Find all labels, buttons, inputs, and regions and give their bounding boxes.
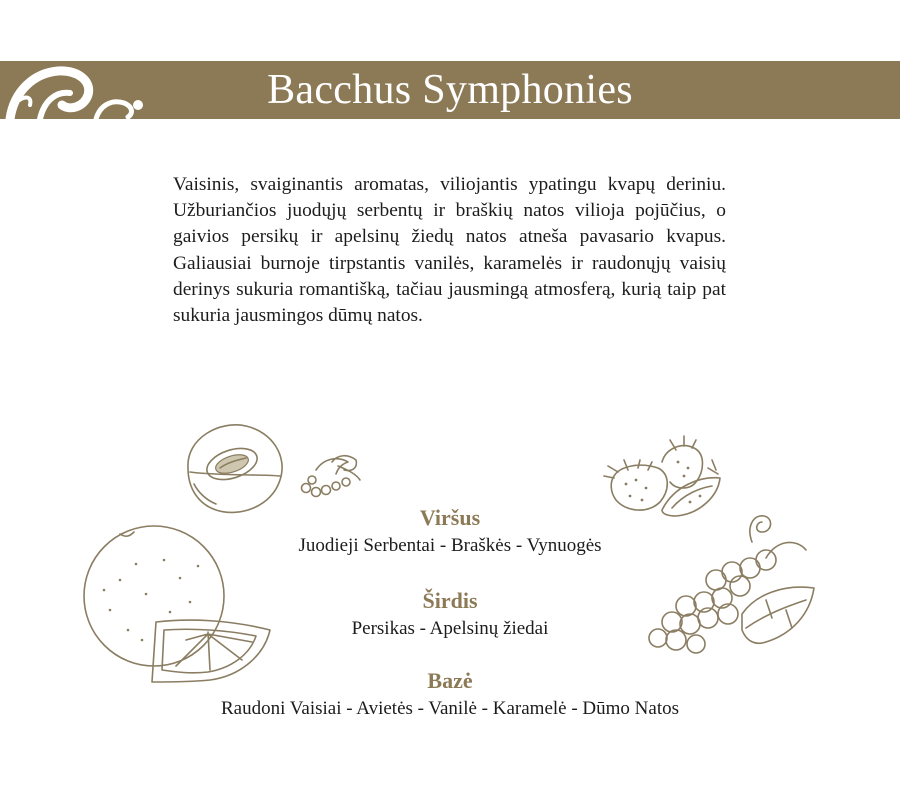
base-notes-section xyxy=(0,668,900,720)
header-band xyxy=(0,61,900,119)
page-title: Bacchus Symphonies xyxy=(267,67,633,113)
heart-notes-list: Persikas - Apelsinų žiedai xyxy=(351,618,549,639)
base-notes-title: Bazė xyxy=(427,668,473,693)
base-notes-list: Raudoni Vaisiai - Avietės - Vanilė - Karamelė - Dūmo Natos xyxy=(220,698,679,719)
top-notes-list: Juodieji Serbentai - Braškės - Vynuogės xyxy=(298,535,602,556)
heart-notes-section xyxy=(0,588,900,640)
currant-icon xyxy=(298,452,364,500)
heart-notes-title: Širdis xyxy=(422,588,478,613)
top-notes-section xyxy=(0,505,900,557)
peach-icon xyxy=(180,418,290,518)
top-notes-title: Viršus xyxy=(419,505,481,530)
description-text: Vaisinis, svaiginantis aromatas, viliojantis ypatingu kvapų deriniu. Užburiančios juodųjų serbentų ir braškių natos vilioja pojūčius, o gaivios persikų ir apelsinų žiedų natos atneša pavasario kvapus. Galiausiai burnoje tirpstantis vanilės, karamelės ir raudonųjų vaisių derinys sukuria romantišką, tačiau jausmingą atmosferą, kurią taip pat sukuria jausmingos dūmų natos. xyxy=(173,174,726,327)
